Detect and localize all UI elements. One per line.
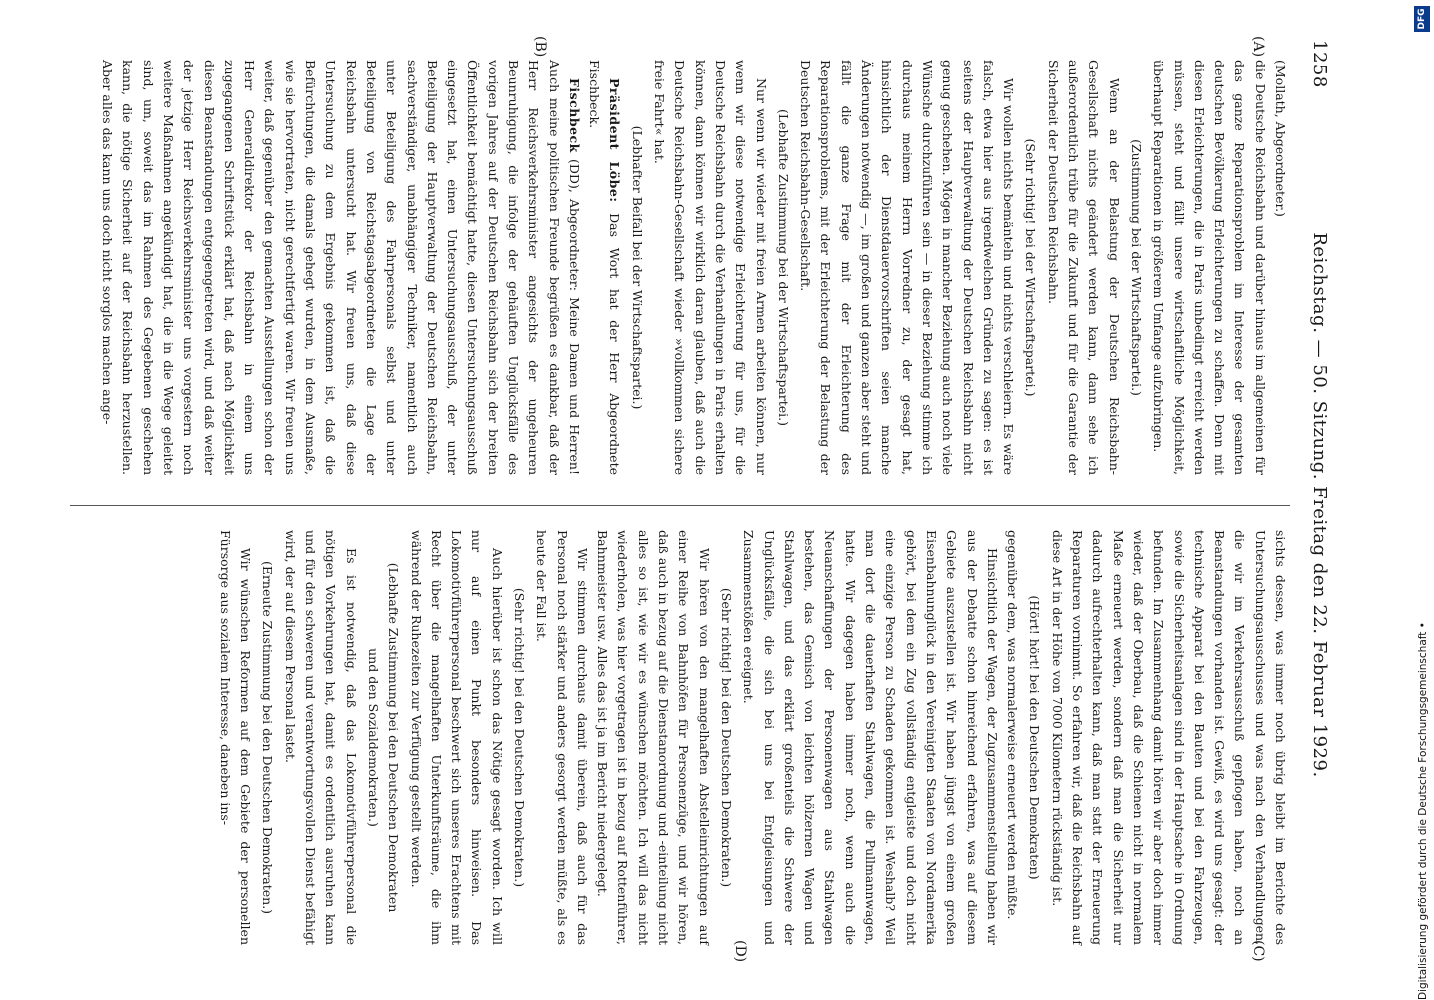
page-number: 1258 [1309, 40, 1330, 88]
paragraph: Nur wenn wir wieder mit freien Armen arbeiten können, nur wenn wir diese notwendige Erleichterung für uns, für die Deutsche Reichsbahn durch die Verhandlungen in Paris erhalten können, dann können wir wirklich daran glauben, daß auch die Deutsche Reichsbahn-Gesellschaft wieder »vollkommen sichere freie Fahrt« hat. [652, 60, 769, 475]
interjection: (Zustimmung bei der Wirtschaftspartei.) [1128, 139, 1144, 396]
digitization-credit: Digitalisierung gefördert durch die Deutsche Forschungsgemeinschaft • [1417, 622, 1429, 1000]
paragraph: Auch hierüber ist schon das Nötige gesagt worden. Ich will nur auf einen Punkt besonders hinweisen. Das Lokomotivführerpersonal beschwert sich unseres Erachtens mit Recht über die mangelhaften Unterkunftsräume, die ihm während der Ruhezeiten zur Verfügung gestellt werden. [408, 530, 505, 945]
paragraph: Es ist notwendig, daß das Lokomotivführerpersonal die nötigen Vorkehrungen hat, damit es ordentlich ausruhen kann und für den schweren und verantwortungsvollen Dienst befähigt wird, der auf diesem Personal lastet. [282, 530, 359, 945]
margin-letter-a: (A) [1250, 36, 1266, 58]
right-column [215, 530, 1290, 945]
paragraph: sichts dessen, was immer noch übrig bleibt im Berichte des Untersuchungsausschusses und was nach den Verhandlungen, die wir im Verkehrsausschuß gepflogen haben, noch an Beanstandungen vorhanden ist. Gewiß, es wird uns gesagt: der technische Apparat bei den Bauten und bei den Fahrzeugen, sowie die Sicherheitsanlagen sind in der Hauptsache in Ordnung befunden. Im Zusammenhang damit hören wir aber doch immer wieder, daß der Oberbau, daß die Schienen nicht in normalem Maße erneuert werden, sondern daß man die Sicherheit nur dadurch aufrechterhalten kann, daß man statt der Erneuerung Reparaturen vornimmt. So erfahren wir, daß die Reichsbahn auf diese Art in der Höhe von 7000 Kilometern rückständig ist. [1049, 530, 1288, 945]
column-divider [70, 505, 1290, 506]
interjection: (Lebhafter Beifall bei der Wirtschaftspartei.) [629, 125, 645, 410]
paragraph: Fischbeck (DD), Abgeordneter: Meine Damen und Herren! Auch meine politischen Freunde begrüßen es dankbar, daß der Herr Reichsverkehrsminister angesichts der ungeheuren Beunruhigung, die infolge der gehäuften Unglücksfälle des vorigen Jahres auf der Deutschen Reichsbahn sich der breiten Öffentlichkeit bemächtigt hatte, diesen Untersuchungsausschuß eingesetzt hat, einen Untersuchungsausschuß, der unter Beteiligung der Hauptverwaltung der Deutschen Reichsbahn, sachverständiger, unabhängiger Techniker, namentlich auch unter Beteiligung des Fahrpersonals selbst und unter Beteiligung von Reichstagsabgeordneten die Lage der Reichsbahn untersucht hat. Wir freuen uns, daß diese Untersuchung zu dem Ergebnis gekommen ist, daß die Befürchtungen, die damals gehegt wurden, in dem Ausmaße, wie sie hervortraten, nicht gerechtfertigt waren. Wir freuen uns weiter, daß gegenüber den gemachten Ausstellungen schon der Herr Generaldirektor der Reichsbahn in einem uns zugegangenen Schriftstück erklärt hat, daß nach Möglichkeit diesen Beanstandungen entgegengetreten wird, und daß weiter der jetzige Herr Reichsverkehrsminister uns vorgestern noch weitere Maßnahmen angekündigt hat, die in die Wege geleitet sind, um, soweit das im Rahmen des Gegebenen geschehen kann, die nötige Sicherheit auf der Reichsbahn herzustellen. Aber alles das kann uns doch nicht sorglos machen ange- [100, 60, 582, 475]
page-title: Reichstag. — 50. Sitzung. Freitag den 22. Februar 1929. [1309, 232, 1330, 778]
paragraph: (Mollath, Abgeordneter.) [1273, 60, 1288, 217]
paragraph: Wir wünschen Reformen auf dem Gebiete der personellen Fürsorge aus sozialem Interesse, daneben ins- [217, 530, 254, 945]
interjection: (Erneute Zustimmung bei den Deutschen Demokraten.) [260, 560, 276, 915]
interjection: (Lebhafte Zustimmung bei den Deutschen Demokraten und den Sozialdemokraten.) [365, 562, 402, 913]
paragraph: Wir wollen nichts bemänteln und nichts verschleiern. Es wäre falsch, etwa hier aus irgendwelchen Gründen zu sagen: es ist seitens der Hauptverwaltung der Deutschen Reichsbahn nicht genug geschehen. Mögen in mancher Beziehung auch noch viele Wünsche durchzuführen sein — in dieser Beziehung stimme ich durchaus meinem Herrn Vorredner zu, der gesagt hat, hinsichtlich der Dienstdauervorschriften seien manche Änderungen notwendig —, im großen und ganzen aber steht und fällt die ganze Frage mit der Erleichterung des Reparationsproblems, mit der Erleichterung der Belastung der Deutschen Reichsbahn-Gesellschaft. [798, 60, 1017, 475]
interjection: (Hört! hört! bei den Deutschen Demokraten) [1027, 595, 1043, 880]
page-header [1298, 40, 1338, 970]
margin-letter-c: (C) [1250, 940, 1266, 962]
document-page [48, 36, 1338, 970]
paragraph: die Deutsche Reichsbahn und darüber hinaus im allgemeinen für das ganze Reparationsproblem im Interesse der gesamten deutschen Bevölkerung Erleichterungen zu schaffen. Denn mit diesen Erleichterungen, die in Paris unbedingt erreicht werden müssen, steht und fällt unsere wirtschaftliche Möglichkeit, überhaupt Reparationen in größerem Umfange aufzubringen. [1151, 60, 1268, 475]
margin-letter-d: (D) [732, 940, 748, 963]
left-column [97, 60, 1290, 475]
interjection: (Sehr richtig! bei der Wirtschaftspartei.) [1023, 138, 1039, 397]
paragraph: Präsident Löbe: Das Wort hat der Herr Abgeordnete Fischbeck. [587, 60, 623, 475]
paragraph: Wenn an der Belastung der Deutschen Reichsbahn-Gesellschaft nichts geändert werden kann, dann sehe ich außerordentlich trübe für die Zukunft und für die Garantie der Sicherheit der Deutschen Reichsbahn. [1045, 60, 1122, 475]
dfg-logo: DFG [1414, 6, 1430, 32]
interjection: (Sehr richtig! bei den Deutschen Demokraten.) [512, 587, 528, 888]
interjection: (Lebhafte Zustimmung bei der Wirtschaftspartei.) [775, 108, 791, 427]
margin-letter-b: (B) [532, 36, 548, 58]
interjection: (Sehr richtig! bei den Deutschen Demokraten.) [718, 587, 734, 888]
paragraph: Wir stimmen durchaus damit überein, daß auch für das Personal noch stärker und anders gesorgt werden müßte, als es heute der Fall ist. [534, 530, 590, 945]
paragraph: Wir hören von den mangelhaften Abstelleinrichtungen auf einer Reihe von Bahnhöfen für Personenzüge, und wir hören, daß auch in bezug auf die Dienstanordnung und -einteilung nicht alles so ist, wie wir es wünschen möchten. Ich will das nicht wiederholen, was hier vorgetragen ist in bezug auf Rottenführer, Bahnmeister usw. Alles das ist ja im Bericht niedergelegt. [595, 530, 712, 945]
paragraph: gegenüber dem, was normalerweise erneuert werden müßte. [1005, 530, 1021, 920]
paragraph: Hinsichtlich der Wagen, der Zugzusammenstellung haben wir aus der Debatte schon hinreichend erfahren, was auf diesem Gebiete auszustellen ist. Wir haben jüngst von einem großen Eisenbahnunglück in den Vereinigten Staaten von Nordamerika gehört, bei dem ein Zug vollständig entgleiste und doch nicht eine einzige Person zu Schaden gekommen ist. Weshalb? Weil man dort die dauerhaften Stahlwagen, die Pullmannwagen, hatte. Wir dagegen haben immer noch, wenn auch die Neuanschaffungen der Personenwagen aus Stahlwagen bestehen, das Gemisch von leichten hölzernen Wagen und Stahlwagen, und das erklärt großenteils die Schwere der Unglücksfälle, die sich bei uns bei Entgleisungen und Zusammenstößen ereignet. [741, 530, 1000, 945]
